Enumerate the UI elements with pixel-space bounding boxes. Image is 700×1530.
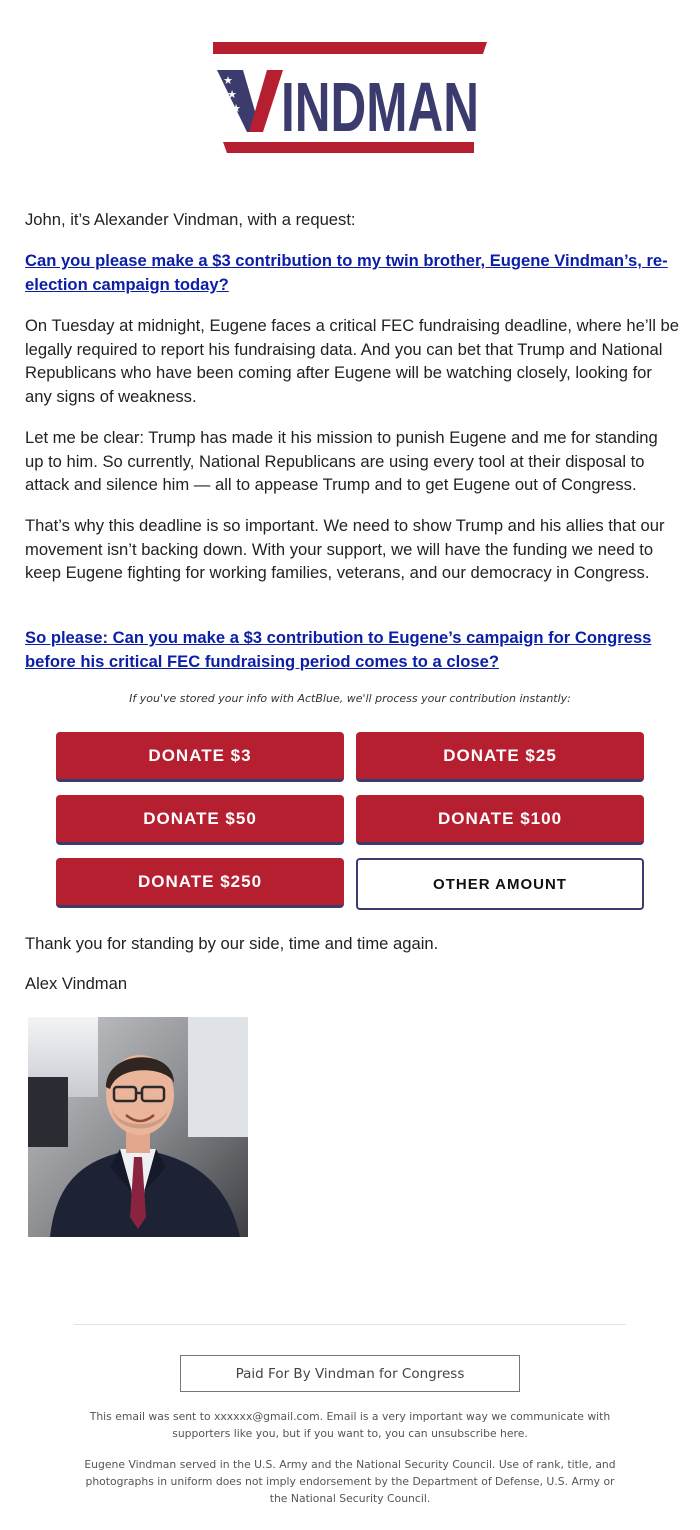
sent-suffix: . Email is a very important way we communicate with supporters like you, but if you want to, you can [172, 1410, 611, 1440]
logo-top-stripe [213, 42, 487, 54]
footer-sent-text: This email was sent to xxxxxx@gmail.com. Email is a very important way we communicate with supporters like you, but if you want to, you can unsubscribe here. [89, 1410, 611, 1440]
donate-3-button[interactable]: DONATE $3 [56, 732, 344, 782]
footer-disclaimer: Eugene Vindman served in the U.S. Army and the National Security Council. Use of rank, title, and photographs in uniform does not imply endorsement by the Department of Defense, U.S. Army or the National Security Council. [84, 1458, 616, 1505]
sent-prefix: This email was sent to [89, 1410, 211, 1423]
alex-vindman-photo [28, 1017, 248, 1237]
logo-star: ★ [227, 89, 237, 101]
actblue-note: If you've stored your info with ActBlue, we'll process your contribution instantly: [129, 692, 571, 705]
logo-v-right [249, 70, 283, 132]
donate-50-button[interactable]: DONATE $50 [56, 795, 344, 845]
logo-star: ★ [231, 103, 241, 115]
thanks-text: Thank you for standing by our side, time and time again. [25, 934, 439, 953]
signature: Alex Vindman [25, 974, 128, 993]
other-amount-button[interactable]: OTHER AMOUNT [356, 858, 644, 910]
paragraph-trump: Let me be clear: Trump has made it his mission to punish Eugene and me for standing up to him. So currently, National Republicans are using every tool at their disposal to attack and silence him — all to appease Trump and to get Eugene out of Congress. [25, 428, 658, 495]
donate-100-button[interactable]: DONATE $100 [356, 795, 644, 845]
paid-for-box: Paid For By Vindman for Congress [180, 1355, 520, 1392]
contribute-link-2[interactable]: So please: Can you make a $3 contribution to Eugene’s campaign for Congress before his critical FEC fundraising period comes to a close? [25, 628, 652, 671]
donate-25-button[interactable]: DONATE $25 [356, 732, 644, 782]
paragraph-importance: That’s why this deadline is so important. We need to show Trump and his allies that our movement isn’t backing down. With your support, we will have the funding we need to keep Eugene fighting for working families, veterans, and our democracy in Congress. [25, 516, 665, 583]
logo-wordmark: INDMAN [281, 68, 479, 146]
greeting: John, it’s Alexander Vindman, with a request: [25, 210, 356, 229]
unsubscribe-link[interactable]: unsubscribe here [431, 1427, 525, 1440]
recipient-email[interactable]: xxxxxx@gmail.com [214, 1410, 320, 1423]
contribute-link-1[interactable]: Can you please make a $3 contribution to my twin brother, Eugene Vindman’s, re-election campaign today? [25, 251, 668, 294]
vindman-logo [213, 42, 487, 154]
logo-star: ★ [223, 75, 233, 87]
footer-divider [74, 1324, 626, 1325]
donate-250-button[interactable]: DONATE $250 [56, 858, 344, 908]
paragraph-deadline: On Tuesday at midnight, Eugene faces a critical FEC fundraising deadline, where he’ll be legally required to report his fundraising data. And you can bet that Trump and National Republicans who have been coming after Eugene will be watching closely, looking for any signs of weakness. [25, 316, 679, 406]
